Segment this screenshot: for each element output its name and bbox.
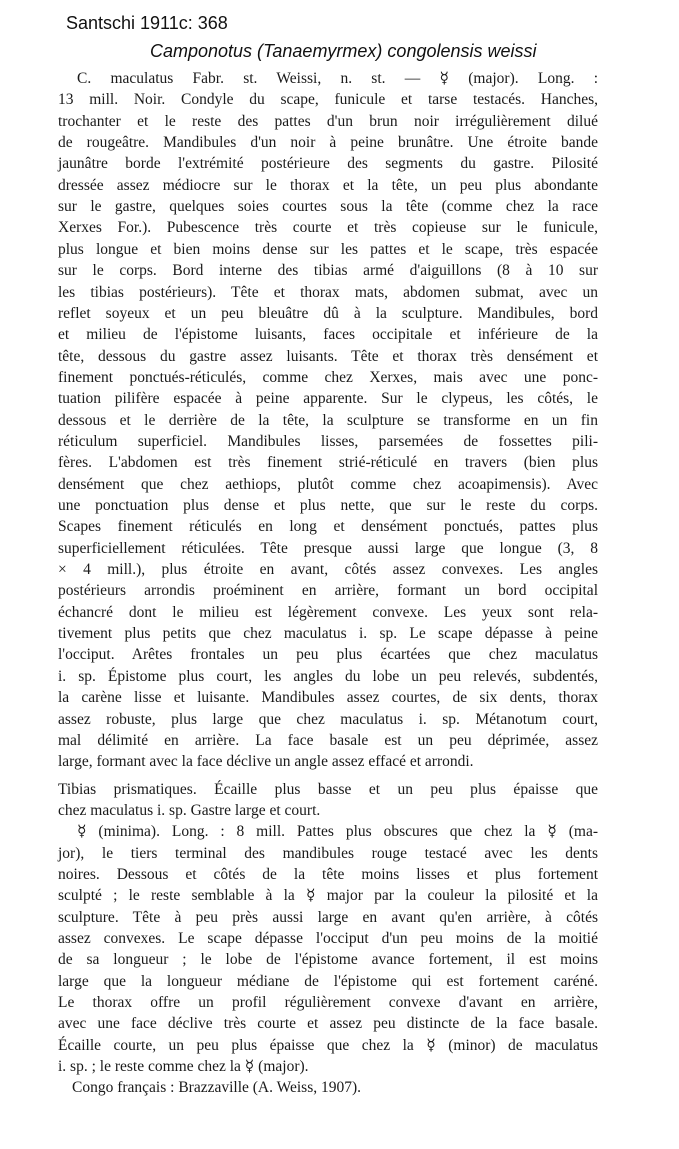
text-line: sculpté ; le reste semblable à la ☿ major par la couleur la pilosité et la xyxy=(58,887,598,905)
text-line: fères. L'abdomen est très finement strié-réticulé en travers (bien plus xyxy=(58,454,598,472)
text-line: dessous et le derrière de la tête, la sculpture se transforme en un fin xyxy=(58,411,598,429)
text-line: densément que chez aethiops, plutôt comme chez acoapimensis). Avec xyxy=(58,475,598,493)
text-line: large que la longueur médiane de l'épistome qui est fortement caréné. xyxy=(58,972,598,990)
text-line: Xerxes For.). Pubescence très courte et très copieuse sur le funicule, xyxy=(58,219,598,237)
text-line: l'occiput. Arêtes frontales un peu plus écartées que chez maculatus xyxy=(58,646,598,664)
text-line: tivement plus petits que chez maculatus i. sp. Le scape dépasse à peine xyxy=(58,625,598,643)
text-line: ☿ (minima). Long. : 8 mill. Pattes plus obscures que chez la ☿ (ma- xyxy=(77,823,598,841)
text-line: C. maculatus Fabr. st. Weissi, n. st. — ☿ (major). Long. : xyxy=(77,70,598,87)
text-line: i. sp. Épistome plus court, les angles du lobe un peu relevés, subdentés, xyxy=(58,667,598,685)
text-line: de sa longueur ; le lobe de l'épistome avance fortement, il est moins xyxy=(58,951,598,969)
text-line: sculpture. Tête à peu près aussi large en avant qu'en arrière, à côtés xyxy=(58,908,598,926)
text-line: Écaille courte, un peu plus épaisse que chez la ☿ (minor) de maculatus xyxy=(58,1036,598,1054)
text-line: postérieurs arrondis proéminent en arrière, formant un bord occipital xyxy=(58,582,598,600)
text-line: jaunâtre borde l'extrémité postérieure des segments du gastre. Pilosité xyxy=(58,155,598,173)
text-line: large, formant avec la face déclive un angle assez effacé et arrondi. xyxy=(58,753,474,771)
text-line: la carène lisse et luisante. Mandibules assez courtes, de six dents, thorax xyxy=(58,689,598,707)
text-line: assez convexes. Le scape dépasse l'occiput d'un peu moins de la moitié xyxy=(58,930,598,947)
text-line: assez robuste, plus large que chez maculatus i. sp. Métanotum court, xyxy=(58,710,598,728)
text-line: jor), le tiers terminal des mandibules rouge testacé avec les dents xyxy=(58,844,598,862)
text-line: Congo français : Brazzaville (A. Weiss, 1907). xyxy=(72,1079,362,1097)
text-line: une ponctuation plus dense et plus nette, que sur le reste du corps. xyxy=(58,497,598,514)
taxon-title: Camponotus (Tanaemyrmex) congolensis weissi xyxy=(150,41,537,61)
text-line: 13 mill. Noir. Condyle du scape, funicule et tarse testacés. Hanches, xyxy=(58,91,598,109)
text-line: avec une face déclive très courte et assez peu distincte de la face basale. xyxy=(58,1015,598,1033)
text-line: de rougeâtre. Mandibules d'un noir à peine brunâtre. Une étroite bande xyxy=(58,134,598,152)
text-line: dressée assez médiocre sur le thorax et la tête, un peu plus abondante xyxy=(58,176,598,194)
text-line: noires. Dessous et côtés de la tête moins lisses et plus fortement xyxy=(58,865,598,883)
text-line: superficiellement réticulées. Tête presque aussi large que longue (3, 8 xyxy=(58,539,598,557)
text-line: réticulum superficiel. Mandibules lisses, parsemées de fossettes pili- xyxy=(58,432,598,450)
text-line: chez maculatus i. sp. Gastre large et court. xyxy=(58,801,321,819)
citation-reference: Santschi 1911c: 368 xyxy=(66,13,228,33)
text-line: échancré dont le milieu est légèrement convexe. Les yeux sont rela- xyxy=(58,603,598,621)
text-line: Tibias prismatiques. Écaille plus basse et un peu plus épaisse que xyxy=(58,780,598,798)
text-line: × 4 mill.), plus étroite en avant, côtés assez convexes. Les angles xyxy=(58,561,598,579)
text-line: i. sp. ; le reste comme chez la ☿ (major). xyxy=(58,1058,309,1076)
text-line: sur le corps. Bord interne des tibias armé d'aiguillons (8 à 10 sur xyxy=(58,262,598,280)
text-line: Scapes finement réticulés en long et densément ponctués, pattes plus xyxy=(58,518,598,536)
text-line: sur le gastre, quelques soies courtes sous la tête (comme chez la race xyxy=(58,198,598,216)
text-line: mal délimité en arrière. La face basale est un peu déprimée, assez xyxy=(58,731,598,749)
text-line: finement ponctués-réticulés, comme chez Xerxes, mais avec une ponc- xyxy=(58,368,598,386)
text-line: plus longue et bien moins dense sur les pattes et le scape, très espacée xyxy=(58,240,598,258)
text-line: reflet soyeux et un peu bleuâtre dû à la sculpture. Mandibules, bord xyxy=(58,304,598,322)
text-line: tête, dessous du gastre assez luisants. Tête et thorax très densément et xyxy=(58,347,598,365)
text-line: Le thorax offre un profil régulièrement convexe d'avant en arrière, xyxy=(58,994,598,1012)
text-line: et milieu de l'épistome luisants, faces occipitale et inférieure de la xyxy=(58,326,598,344)
text-line: trochanter et le reste des pattes d'un brun noir irrégulièrement dilué xyxy=(58,112,598,130)
text-line: les tibias postérieurs). Tête et thorax mats, abdomen submat, avec un xyxy=(58,283,598,301)
text-line: tuation pilifère espacée à peine apparente. Sur le clypeus, les côtés, le xyxy=(58,390,598,408)
